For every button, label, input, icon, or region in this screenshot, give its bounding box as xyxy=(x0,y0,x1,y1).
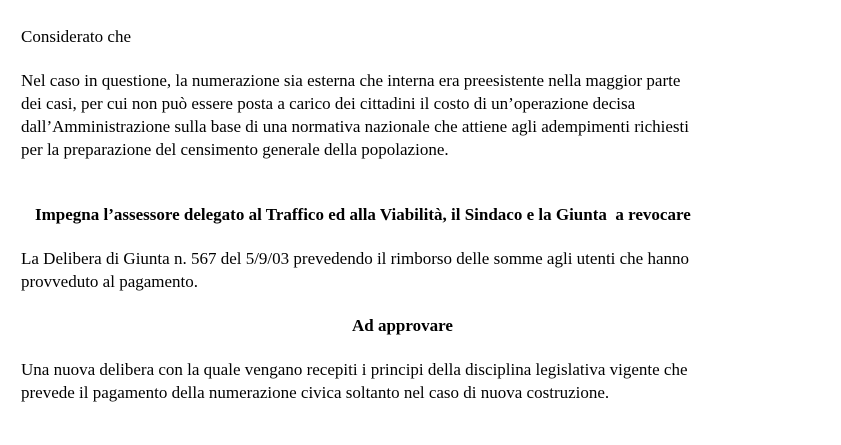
paragraph-line: La Delibera di Giunta n. 567 del 5/9/03 prevedendo il rimborso delle somme agli utenti che hanno xyxy=(21,249,690,268)
paragraph-line: prevede il pagamento della numerazione civica soltanto nel caso di nuova costruzione. xyxy=(21,383,610,402)
paragraph-line: Nel caso in questione, la numerazione sia esterna che interna era preesistente nella maggior parte xyxy=(21,71,681,90)
paragraph-line: dei casi, per cui non può essere posta a carico dei cittadini il costo di un’operazione decisa xyxy=(21,94,636,113)
paragraph-line: per la preparazione del censimento generale della popolazione. xyxy=(21,140,449,159)
heading-considerato: Considerato che xyxy=(21,27,131,46)
paragraph-line: Una nuova delibera con la quale vengano recepiti i principi della disciplina legislativa vigente che xyxy=(21,360,688,379)
heading-impegna: Impegna l’assessore delegato al Traffico ed alla Viabilità, il Sindaco e la Giunta a revocare xyxy=(35,205,691,224)
heading-approvare: Ad approvare xyxy=(352,316,453,335)
paragraph-line: provveduto al pagamento. xyxy=(21,272,199,291)
paragraph-line: dall’Amministrazione sulla base di una normativa nazionale che attiene agli adempimenti richiesti xyxy=(21,117,689,136)
